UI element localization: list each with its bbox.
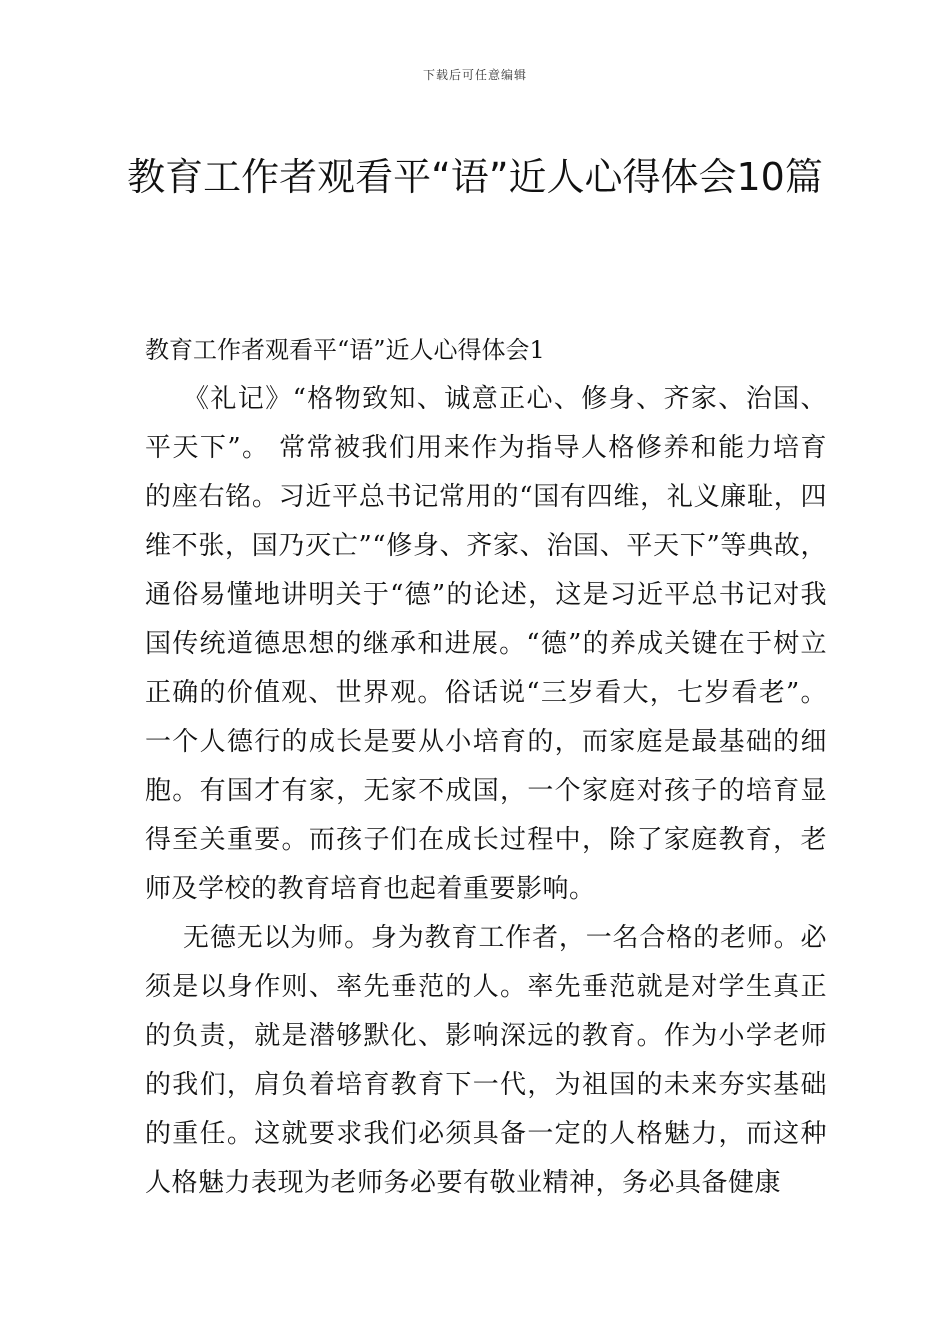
header-note: 下载后可任意编辑: [422, 68, 527, 82]
document-title: 教育工作者观看平“语”近人心得体会10篇: [127, 155, 823, 199]
section-heading: 教育工作者观看平“语”近人心得体会1: [145, 336, 545, 364]
paragraph-2: 无德无以为师。身为教育工作者，一名合格的老师。必须是以身作则、率先垂范的人。率先垂范就是对学生真正的负责，就是潜够默化、影响深远的教育。作为小学老师的我们，肩负着培育教育下一代，为祖国的未来夯实基础的重任。这就要求我们必须具备一定的人格魅力，而这种人格魅力表现为老师务必要有敬业精神，务必具备健康: [145, 923, 827, 1198]
paragraph-1: 《礼记》“格物致知、诚意正心、修身、齐家、治国、平天下”。 常常被我们用来作为指导人格修养和能力培育的座右铭。习近平总书记常用的“国有四维，礼义廉耻，四维不张，国乃灭亡”“修身、齐家、治国、平天下”等典故，通俗易懂地讲明关于“德”的论述，这是习近平总书记对我国传统道德思想的继承和进展。“德”的养成关键在于树立正确的价值观、世界观。俗话说“三岁看大，七岁看老”。一个人德行的成长是要从小培育的，而家庭是最基础的细胞。有国才有家，无家不成国，一个家庭对孩子的培育显得至关重要。而孩子们在成长过程中，除了家庭教育，老师及学校的教育培育也起着重要影响。: [145, 384, 827, 904]
document-body: [145, 326, 827, 1208]
